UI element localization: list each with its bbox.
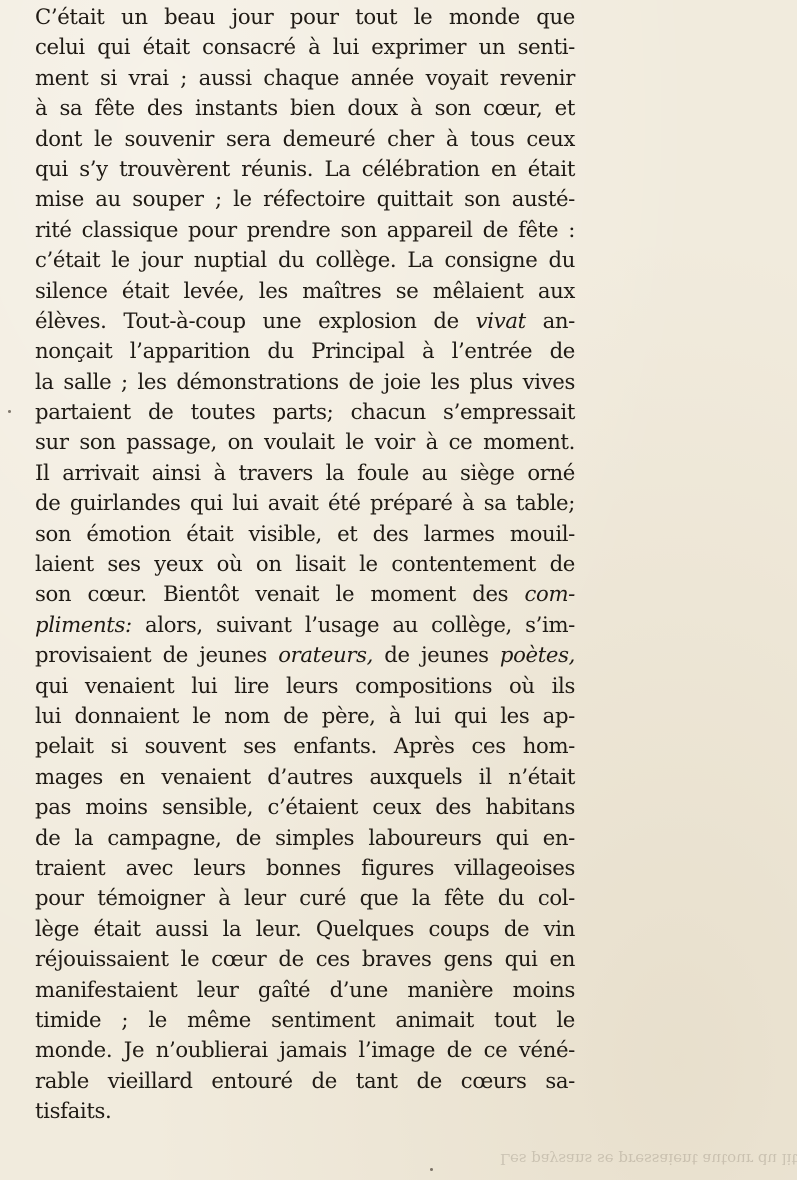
paper-speck: [430, 1168, 433, 1171]
text-line: lège était aussi la leur. Quelques coups de vin: [35, 915, 575, 941]
text-line: timide ; le même sentiment animait tout le: [35, 1006, 575, 1032]
body-text: [35, 2, 575, 1126]
text-line: nonçait l’apparition du Principal à l’entrée de: [35, 338, 575, 364]
text-line: lui donnaient le nom de père, à lui qui les ap-: [35, 702, 575, 728]
text-line: manifestaient leur gaîté d’une manière moins: [35, 976, 575, 1002]
text-line: à sa fête des instants bien doux à son cœur, et: [35, 95, 575, 121]
paper-speck: [8, 410, 11, 413]
text-line: traient avec leurs bonnes figures villageoises: [35, 854, 575, 880]
text-line: la salle ; les démonstrations de joie les plus vives: [35, 368, 575, 394]
text-line: réjouissaient le cœur de ces braves gens qui en: [35, 946, 575, 972]
text-line: c’était le jour nuptial du collège. La consigne du: [35, 247, 575, 273]
text-line: son cœur. Bientôt venait le moment des com-: [35, 581, 575, 607]
text-line: de la campagne, de simples laboureurs qui en-: [35, 824, 575, 850]
text-line: ment si vrai ; aussi chaque année voyait revenir: [35, 64, 575, 90]
text-line: qui venaient lui lire leurs compositions où ils: [35, 672, 575, 698]
text-line: pelait si souvent ses enfants. Après ces hom-: [35, 733, 575, 759]
bleed-through-text: Les paysans se pressaient autour du lit: [500, 1150, 797, 1168]
text-line: dont le souvenir sera demeuré cher à tous ceux: [35, 125, 575, 151]
text-line: tisfaits.: [35, 1098, 112, 1124]
text-line: qui s’y trouvèrent réunis. La célébration en était: [35, 155, 575, 181]
text-line: pliments: alors, suivant l’usage au collège, s’im-: [35, 611, 575, 637]
text-line: Il arrivait ainsi à travers la foule au siège orné: [35, 459, 575, 485]
text-line: provisaient de jeunes orateurs, de jeunes poètes,: [35, 642, 575, 668]
text-line: rité classique pour prendre son appareil de fête :: [35, 216, 575, 242]
text-line: pour témoigner à leur curé que la fête du col-: [35, 885, 575, 911]
text-line: partaient de toutes parts; chacun s’empressait: [35, 399, 575, 425]
text-line: celui qui était consacré à lui exprimer un senti-: [35, 34, 575, 60]
text-line: C’était un beau jour pour tout le monde que: [35, 4, 575, 29]
text-line: rable vieillard entouré de tant de cœurs sa-: [35, 1067, 575, 1093]
text-line: mise au souper ; le réfectoire quittait son austé-: [35, 186, 575, 212]
text-line: sur son passage, on voulait le voir à ce moment.: [35, 429, 575, 455]
text-line: laient ses yeux où on lisait le contentement de: [35, 551, 575, 577]
text-line: élèves. Tout-à-coup une explosion de vivat an-: [35, 307, 575, 333]
text-line: de guirlandes qui lui avait été préparé à sa table;: [35, 490, 575, 516]
text-line: monde. Je n’oublierai jamais l’image de ce véné-: [35, 1037, 575, 1063]
text-line: silence était levée, les maîtres se mêlaient aux: [35, 277, 575, 303]
text-line: son émotion était visible, et des larmes mouil-: [35, 520, 575, 546]
text-line: pas moins sensible, c’étaient ceux des habitans: [35, 794, 575, 820]
text-line: mages en venaient d’autres auxquels il n’était: [35, 763, 575, 789]
